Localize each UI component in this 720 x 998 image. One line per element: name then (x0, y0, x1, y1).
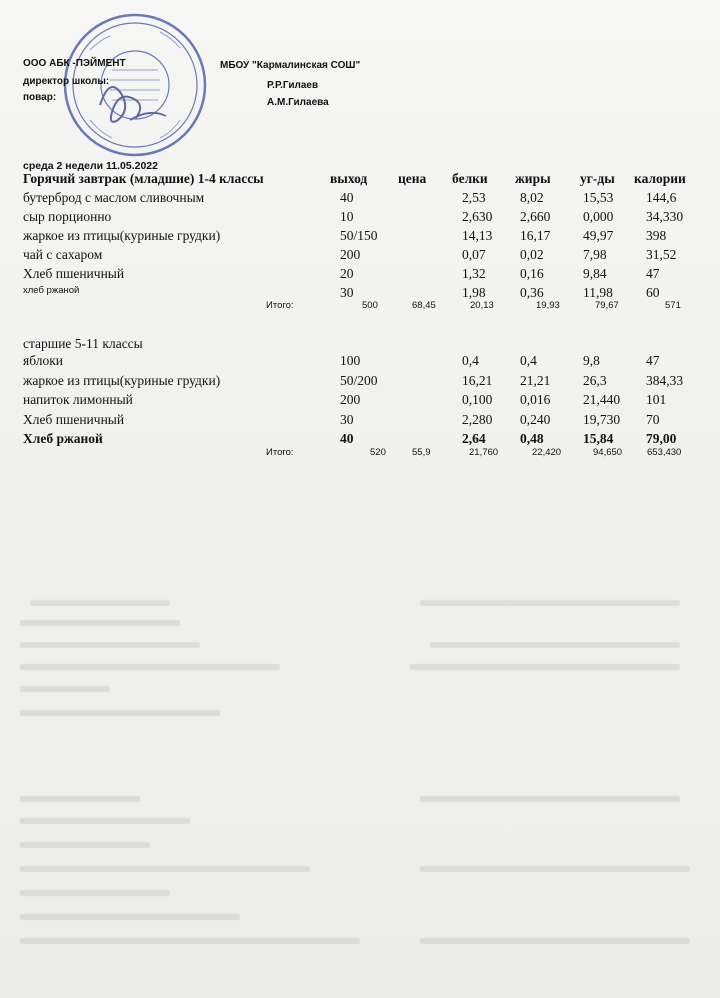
cell-protein: 1,32 (462, 266, 486, 281)
cell-output: 200 (340, 392, 361, 407)
cell-fat: 0,240 (520, 411, 551, 427)
section-title-junior: Горячий завтрак (младшие) 1-4 классы (23, 171, 264, 186)
total-output: 520 (370, 447, 386, 458)
cell-output: 10 (340, 209, 354, 224)
cell-output: 30 (340, 285, 354, 300)
cell-cal: 101 (646, 392, 667, 407)
cell-output: 100 (340, 353, 361, 368)
cell-protein: 1,98 (462, 285, 486, 300)
total-label: Итого: (266, 447, 294, 458)
cell-protein: 2,64 (462, 431, 486, 446)
dish-name: жаркое из птицы(куриные грудки) (23, 372, 221, 388)
total-label: Итого: (266, 300, 294, 311)
cell-output: 20 (340, 266, 354, 281)
cell-carbs: 0,000 (583, 209, 614, 224)
cell-fat: 21,21 (520, 372, 551, 388)
dish-name: яблоки (23, 353, 64, 368)
cell-cal: 79,00 (646, 431, 677, 446)
cell-fat: 16,17 (520, 228, 551, 243)
cell-cal: 60 (646, 285, 660, 300)
cell-fat: 2,660 (520, 209, 551, 224)
total-calories: 653,430 (647, 447, 682, 458)
col-calories: калории (634, 171, 686, 186)
table-row (0, 412, 720, 430)
cell-fat: 0,36 (520, 285, 544, 300)
total-output: 500 (362, 300, 378, 311)
cell-protein: 2,53 (462, 190, 486, 205)
cell-protein: 14,13 (462, 228, 493, 243)
total-protein: 21,760 (469, 447, 499, 458)
col-carbs: уг-ды (580, 171, 615, 186)
dish-name: Хлеб ржаной (23, 431, 103, 446)
total-calories: 571 (665, 300, 681, 311)
cell-output: 40 (340, 431, 354, 446)
bleed-through-background (0, 560, 720, 990)
col-protein: белки (452, 171, 488, 186)
dish-name: хлеб ржаной (23, 285, 80, 296)
cell-cal: 47 (646, 353, 660, 368)
col-fat: жиры (515, 171, 551, 186)
cell-fat: 0,4 (520, 353, 537, 368)
total-price: 55,9 (412, 447, 431, 458)
table-row (0, 373, 720, 391)
cell-carbs: 7,98 (583, 247, 607, 262)
total-fat: 22,420 (532, 447, 562, 458)
junior-total-row (0, 300, 720, 318)
table-header (0, 171, 720, 189)
director-name: Р.Р.Гилаев (267, 80, 319, 91)
date-line: среда 2 недели 11.05.2022 (23, 160, 158, 172)
cook-label: повар: (23, 92, 57, 103)
cell-cal: 384,33 (646, 372, 684, 388)
cell-carbs: 21,440 (583, 392, 621, 407)
director-label: директор школы: (23, 76, 110, 87)
cell-carbs: 9,84 (583, 266, 607, 281)
table-row (0, 353, 720, 371)
cell-carbs: 19,730 (583, 411, 621, 427)
cell-protein: 2,630 (462, 209, 493, 224)
total-fat: 19,93 (536, 300, 560, 311)
cell-protein: 0,4 (462, 353, 479, 368)
cell-cal: 144,6 (646, 190, 677, 205)
dish-name: сыр порционно (23, 209, 112, 224)
table-row (0, 392, 720, 410)
cell-output: 50/200 (340, 372, 378, 388)
dish-name: Хлеб пшеничный (23, 266, 125, 281)
dish-name: Хлеб пшеничный (23, 411, 125, 427)
org-name: ООО АБК -ПЭЙМЕНТ (23, 58, 126, 69)
cell-cal: 70 (646, 411, 660, 427)
cell-fat: 0,016 (520, 392, 551, 407)
cell-fat: 8,02 (520, 190, 544, 205)
cell-output: 30 (340, 411, 354, 427)
cook-name: А.М.Гилаева (267, 97, 329, 108)
senior-total-row (0, 447, 720, 465)
table-row (0, 190, 720, 208)
dish-name: бутерброд с маслом сливочным (23, 190, 205, 205)
dish-name: жаркое из птицы(куриные грудки) (23, 228, 221, 243)
table-row (0, 247, 720, 265)
total-protein: 20,13 (470, 300, 494, 311)
cell-cal: 34,330 (646, 209, 684, 224)
cell-fat: 0,02 (520, 247, 544, 262)
cell-protein: 0,07 (462, 247, 486, 262)
col-output: выход (330, 171, 368, 186)
cell-output: 50/150 (340, 228, 378, 243)
dish-name: напиток лимонный (23, 392, 133, 407)
cell-cal: 31,52 (646, 247, 677, 262)
cell-fat: 0,16 (520, 266, 544, 281)
cell-carbs: 49,97 (583, 228, 614, 243)
cell-carbs: 15,84 (583, 431, 614, 446)
school-name: МБОУ "Кармалинская СОШ" (220, 60, 361, 71)
total-carbs: 79,67 (595, 300, 619, 311)
table-row (0, 228, 720, 246)
dish-name: чай с сахаром (23, 247, 103, 262)
cell-carbs: 9,8 (583, 353, 600, 368)
cell-carbs: 15,53 (583, 190, 614, 205)
table-row (0, 266, 720, 284)
cell-protein: 2,280 (462, 411, 493, 427)
cell-carbs: 11,98 (583, 285, 613, 300)
cell-cal: 398 (646, 228, 667, 243)
section-title-senior: старшие 5-11 классы (23, 336, 143, 351)
cell-protein: 0,100 (462, 392, 493, 407)
cell-protein: 16,21 (462, 372, 493, 388)
cell-output: 200 (340, 247, 361, 262)
total-carbs: 94,650 (593, 447, 623, 458)
table-row (0, 209, 720, 227)
col-price: цена (398, 171, 427, 186)
cell-cal: 47 (646, 266, 660, 281)
total-price: 68,45 (412, 300, 436, 311)
cell-carbs: 26,3 (583, 372, 607, 388)
cell-output: 40 (340, 190, 354, 205)
cell-fat: 0,48 (520, 431, 544, 446)
